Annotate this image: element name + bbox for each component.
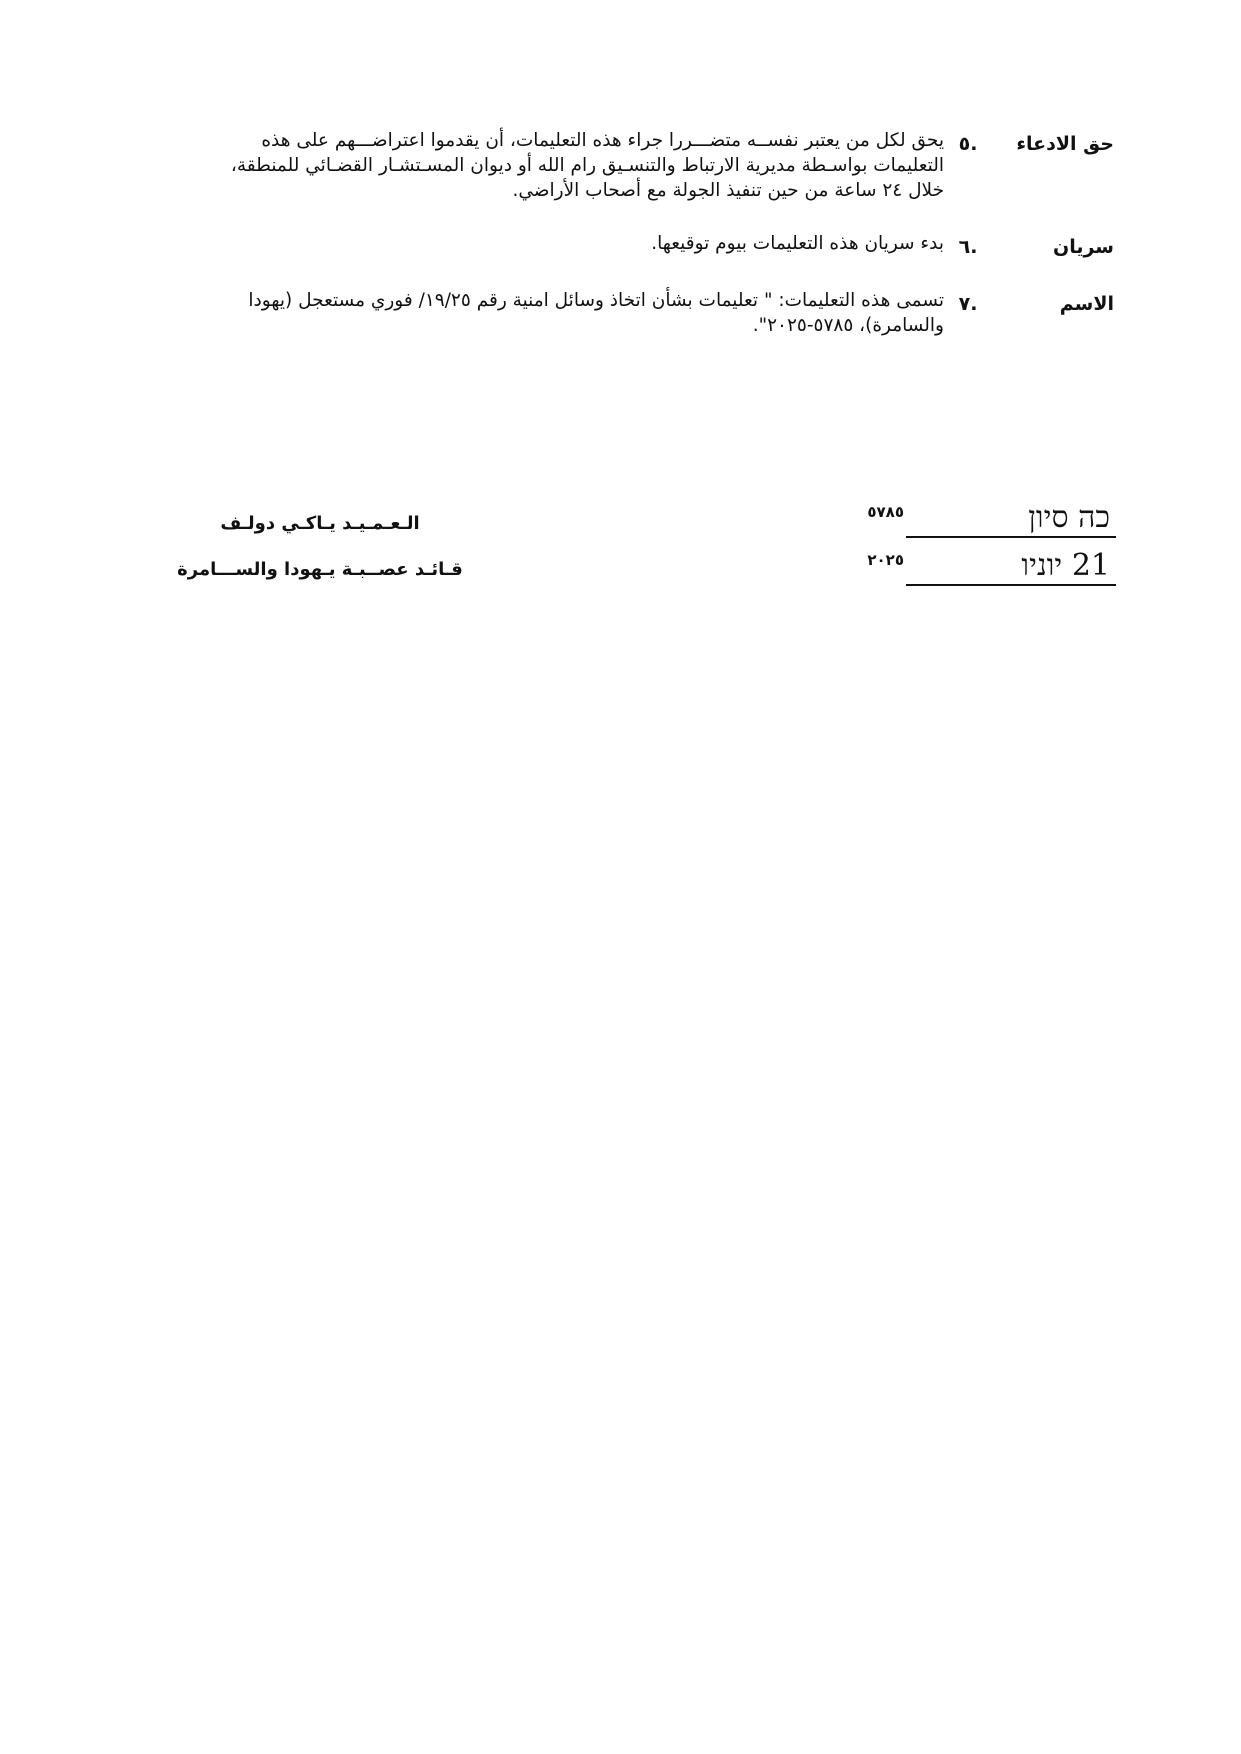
document-sections: [124, 128, 1114, 366]
handwritten-gregorian-date: 21 יוניו: [906, 548, 1116, 586]
signatory-role: قـائـد عصــبـة يـهودا والســـامرة: [177, 559, 463, 580]
section-line: التعليمات بواسـطة مديرية الارتباط والتنسـيق رام الله أو ديوان المسـتشـار القضـائي للمنطقة،: [230, 155, 944, 176]
section-line: والسامرة)، ٥٧٨٥-٢٠٢٥".: [752, 315, 944, 336]
section-line: تسمى هذه التعليمات: " تعليمات بشأن اتخاذ وسائل امنية رقم ١٩/٢٥/ فوري مستعجل (يهودا: [248, 290, 944, 311]
section-number: .٦: [958, 236, 978, 258]
section-body: [124, 231, 944, 256]
gregorian-year: ٢٠٢٥: [867, 551, 904, 569]
section-body: [124, 128, 944, 203]
section-title: حق الادعاء: [1016, 133, 1114, 155]
section-title: سريان: [1053, 236, 1114, 258]
date-block: [836, 496, 1116, 592]
handwritten-hebrew-date: כה סיון: [906, 500, 1116, 538]
section-line: يحق لكل من يعتبر نفســه متضـــررا جراء هذه التعليمات، أن يقدموا اعتراضـــهم على هذه: [261, 130, 944, 151]
section-number: .٧: [958, 293, 978, 315]
signature-block: [145, 512, 495, 582]
section-6: [124, 231, 1114, 260]
section-7: [124, 288, 1114, 338]
section-line: بدء سريان هذه التعليمات بيوم توقيعها.: [651, 233, 944, 254]
section-5: [124, 128, 1114, 203]
signatory-name: الـعـمـيـد يـاكـي دولـف: [220, 513, 420, 534]
hebrew-year: ٥٧٨٥: [867, 503, 904, 521]
section-title: الاسم: [1059, 293, 1114, 315]
hebrew-date-row: [836, 496, 1116, 538]
gregorian-date-row: [836, 544, 1116, 586]
section-line: خلال ٢٤ ساعة من حين تنفيذ الجولة مع أصحاب الأراضي.: [512, 180, 944, 201]
section-number: .٥: [958, 133, 978, 155]
section-body: [124, 288, 944, 338]
